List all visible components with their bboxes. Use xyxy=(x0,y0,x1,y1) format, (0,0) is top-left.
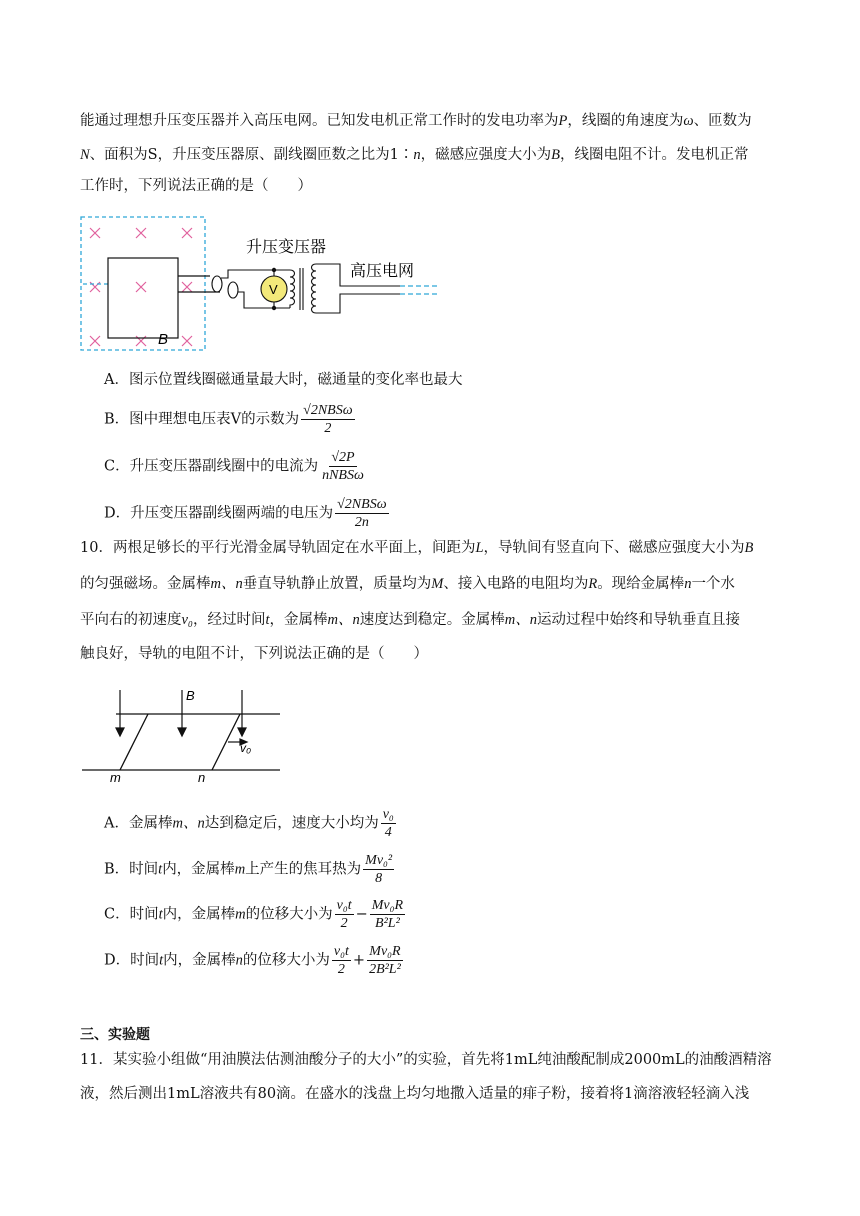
secondary-coil xyxy=(312,264,317,313)
q10-stem-line4: 触良好，导轨的电阻不计，下列说法正确的是（ ） xyxy=(80,646,428,662)
transformer-core xyxy=(300,268,303,310)
q9-stem-line3: 工作时，下列说法正确的是（ ） xyxy=(80,178,312,194)
primary-coil xyxy=(290,270,295,308)
generator-transformer-figure xyxy=(78,214,448,354)
svg-text:m: m xyxy=(110,770,121,784)
slip-ring-2 xyxy=(228,282,238,298)
q9-stem-line1: 能通过理想升压变压器并入高压电网。已知发电机正常工作时的发电功率为P，线圈的角速度为ω、匝数为 xyxy=(80,113,752,129)
coil-loop xyxy=(108,258,178,338)
q10-option-c: C．时间t内，金属棒m的位移大小为 $\frac{\text{v₀t}}{2}$ − $\frac{\text{Mv₀R}}{\text{B²L²}}$ xyxy=(104,898,404,931)
slip-ring-1 xyxy=(212,276,222,292)
q10-stem-line1: 10．两根足够长的平行光滑金属导轨固定在水平面上，间距为L，导轨间有竖直向下、磁感应强度大小为B xyxy=(80,540,754,556)
q9-option-b: B．图中理想电压表V的示数为 $\frac{\text{√2NBSω}}{2}$ xyxy=(104,403,353,436)
transformer-label: 升压变压器 xyxy=(246,239,327,256)
field-label: B xyxy=(158,331,169,348)
svg-text:v₀: v₀ xyxy=(240,741,252,755)
q11-line1: 11．某实验小组做“用油膜法估测油酸分子的大小”的实验，首先将1mL纯油酸配制成2000mL的油酸酒精溶 xyxy=(80,1052,772,1068)
grid-label: 高压电网 xyxy=(350,263,415,280)
q9-option-a: A．图示位置线圈磁通量最大时，磁通量的变化率也最大 xyxy=(104,372,463,388)
grid-lines-dashed xyxy=(400,286,440,294)
q10-stem-line3: 平向右的初速度v₀，经过时间t，金属棒m、n速度达到稳定。金属棒m、n运动过程中始终和导轨垂直且接 xyxy=(80,612,740,628)
q10-option-d: D．时间t内，金属棒n的位移大小为 $\frac{\text{v₀t}}{2}$ + $\frac{\text{Mv₀R}}{\text{2B²L²}}$ xyxy=(104,944,401,977)
q10-stem-line2: 的匀强磁场。金属棒m、n垂直导轨静止放置，质量均为M、接入电路的电阻均为R。现给金属棒n一个水 xyxy=(80,576,735,592)
q11-line2: 液，然后测出1mL溶液共有80滴。在盛水的浅盘上均匀地撒入适量的痱子粉，接着将1滴溶液轻轻滴入浅 xyxy=(80,1086,750,1102)
svg-text:n: n xyxy=(198,770,206,784)
q9-stem-line2: N、面积为S，升压变压器原、副线圈匝数之比为1∶n，磁感应强度大小为B，线圈电阻不计。发电机正常 xyxy=(80,147,749,163)
q9-option-d: D．升压变压器副线圈两端的电压为 $\frac{\text{√2NBSω}}{2n}$ xyxy=(104,497,387,530)
section-heading: 三、实验题 xyxy=(80,1026,150,1042)
q9-option-c: C．升压变压器副线圈中的电流为 $\frac{√2P}{\text{nNBSω}}$ xyxy=(104,450,364,483)
q10-option-b: B．时间t内，金属棒m上产生的焦耳热为 $\frac{\text{Mv₀²}}{8}$ xyxy=(104,853,393,886)
svg-text:B: B xyxy=(186,688,195,703)
field-arrows xyxy=(116,690,246,736)
svg-text:V: V xyxy=(269,282,278,297)
rod-m xyxy=(120,714,148,770)
field-cross-marks xyxy=(90,228,192,346)
rails-rods-figure xyxy=(80,684,290,784)
q10-option-a: A．金属棒m、n达到稳定后，速度大小均为 $\frac{\text{v₀}}{4}$ xyxy=(104,807,394,840)
